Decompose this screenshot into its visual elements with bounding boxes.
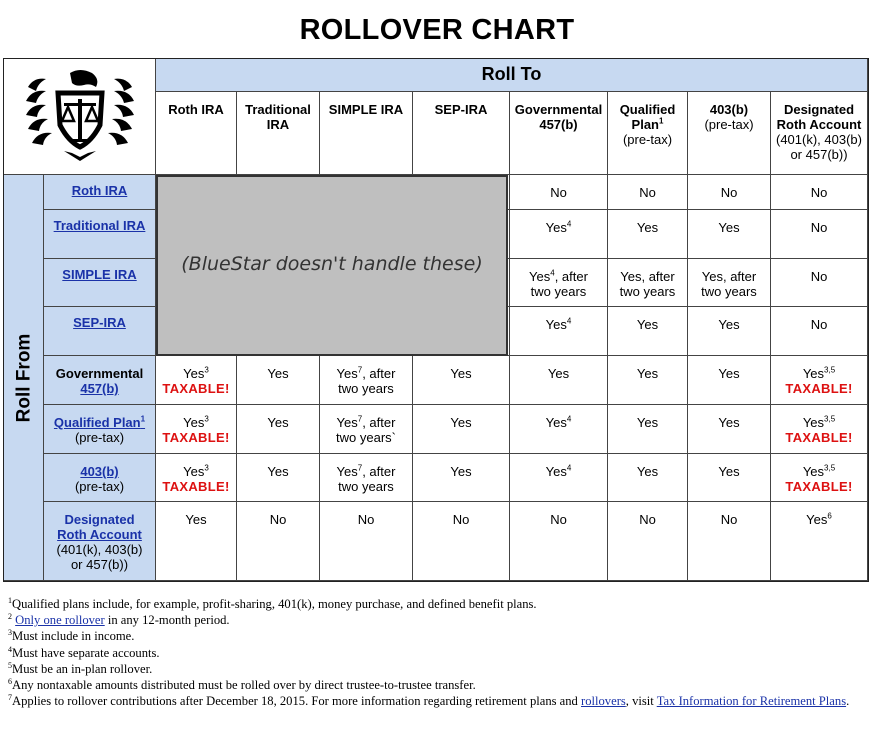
cell-value <box>413 512 509 527</box>
col-header-3 <box>413 92 510 175</box>
row-header-line1 <box>44 366 155 381</box>
footnote-5-text: Must be an in-plan rollover. <box>12 661 153 676</box>
col-header-line2 <box>512 117 605 132</box>
col-header-line2-text: 457(b) <box>539 117 578 132</box>
cell-r0-c7 <box>771 175 868 210</box>
footnote-3: $^3$Must include in income. <box>8 628 135 644</box>
cell-r5-c6 <box>688 405 771 454</box>
col-header-line2 <box>239 117 317 132</box>
footnote-3-text: Must include in income. <box>12 629 135 644</box>
cell-value-text: Yes <box>636 317 659 332</box>
col-header-text <box>688 92 770 132</box>
footnote-5: $^5$Must be an in-plan rollover. <box>8 660 153 676</box>
cell-sup: 6 <box>827 511 832 521</box>
cell-value-text: Yes <box>545 415 567 430</box>
cell-r4-c0 <box>156 356 237 405</box>
cell-value <box>237 366 319 381</box>
row-header-6 <box>44 454 156 502</box>
cell-value <box>320 512 412 527</box>
cell-value <box>237 464 319 479</box>
footnote-7-text-b: , visit <box>625 694 657 709</box>
cell-value <box>510 512 607 527</box>
cell-value-text: No <box>810 185 828 200</box>
row-header-7 <box>44 502 156 581</box>
cell-value-text: Yes <box>450 366 472 381</box>
row-header-line1[interactable] <box>44 218 155 233</box>
cell-value <box>320 366 412 396</box>
cell-value-text: Yes <box>267 415 289 430</box>
col-header-line1: 403(b) <box>709 102 749 117</box>
cell-value-text: Yes <box>545 317 567 332</box>
rollover-table <box>3 58 869 582</box>
cell-r6-c7 <box>771 454 868 502</box>
taxable-flag: TAXABLE! <box>162 381 230 396</box>
col-header-line1: Qualified <box>619 102 676 117</box>
cell-r5-c4 <box>510 405 608 454</box>
cell-r6-c1 <box>237 454 320 502</box>
cell-value-text: No <box>269 512 287 527</box>
cell-sup: 3,5 <box>824 365 836 375</box>
footnote-6-text: Any nontaxable amounts distributed must be rolled over by direct trustee-to-trustee transfer. <box>12 678 476 693</box>
row-header-line1[interactable] <box>44 315 155 330</box>
row-header-line1-text: Designated <box>64 512 135 527</box>
cell-value-text: Yes <box>336 464 358 479</box>
col-header-0 <box>156 92 237 175</box>
cell-r7-c6 <box>688 502 771 581</box>
cell-r2-c7 <box>771 259 868 307</box>
col-header-text <box>771 92 867 162</box>
cell-r7-c3 <box>413 502 510 581</box>
cell-value-text: Yes <box>718 464 740 479</box>
taxable-flag: TAXABLE! <box>785 381 853 396</box>
col-header-7 <box>771 92 868 175</box>
footnotes <box>8 596 868 709</box>
irs-eagle-logo-icon <box>20 67 140 163</box>
cell-value-text: Yes <box>545 220 567 235</box>
cell-value <box>771 415 867 430</box>
cell-value-text: Yes <box>636 464 659 479</box>
cell-value <box>510 415 607 430</box>
cell-sup: 7 <box>357 365 363 375</box>
col-header-2 <box>320 92 413 175</box>
cell-r2-c6 <box>688 259 771 307</box>
cell-value <box>688 512 770 527</box>
cell-value <box>237 512 319 527</box>
cell-value <box>510 317 607 332</box>
cell-r7-c7 <box>771 502 868 581</box>
cell-value <box>771 366 867 381</box>
col-header-line1: Roth IRA <box>168 102 224 117</box>
row-header-line1-text: Traditional IRA <box>53 218 146 233</box>
cell-r2-c5 <box>608 259 688 307</box>
col-header-line1: Designated <box>783 102 855 117</box>
cell-value-text: Yes <box>529 269 551 284</box>
cell-r7-c1 <box>237 502 320 581</box>
row-header-line1-text: Governmental <box>55 366 144 381</box>
col-header-line1: SIMPLE IRA <box>328 102 404 117</box>
cell-value <box>688 185 770 200</box>
footnote-4-text: Must have separate accounts. <box>12 645 160 660</box>
cell-value <box>413 366 509 381</box>
cell-r5-c1 <box>237 405 320 454</box>
rollovers-link[interactable]: rollovers <box>581 694 626 709</box>
cell-value-text: No <box>639 185 656 200</box>
cell-r6-c6 <box>688 454 771 502</box>
cell-value-text: Yes <box>336 366 358 381</box>
cell-r6-c2 <box>320 454 413 502</box>
cell-r4-c6 <box>688 356 771 405</box>
cell-value <box>688 269 770 284</box>
footnote-7-text: Applies to rollover contributions after December 18, 2015. For more information regarding retirement plans and <box>12 694 582 709</box>
cell-value <box>510 269 607 299</box>
cell-value-text: Yes, after <box>701 269 757 284</box>
cell-value <box>510 220 607 235</box>
col-header-text <box>156 92 236 117</box>
cell-r4-c7 <box>771 356 868 405</box>
row-header-1 <box>44 210 156 259</box>
cell-value <box>237 415 319 430</box>
cell-sup: 4 <box>566 316 572 326</box>
cell-value <box>688 366 770 381</box>
cell-r5-c0 <box>156 405 237 454</box>
col-header-line2-text: Plan <box>631 117 659 132</box>
row-header-sub: (401(k), 403(b) or 457(b)) <box>56 542 143 572</box>
cell-r1-c7 <box>771 210 868 259</box>
cell-r7-c0 <box>156 502 237 581</box>
row-header-line1[interactable] <box>44 464 155 479</box>
cell-value-line2: two years <box>619 284 676 299</box>
cell-value <box>771 269 867 284</box>
cell-value-text: Yes <box>806 512 828 527</box>
not-handled-note: (BlueStar doesn't handle these) <box>181 253 483 275</box>
cell-value-text: Yes <box>183 464 205 479</box>
cell-r5-c3 <box>413 405 510 454</box>
cell-r5-c2 <box>320 405 413 454</box>
cell-value-text: Yes <box>450 415 472 430</box>
taxable-flag: TAXABLE! <box>785 479 853 494</box>
cell-value-text: No <box>550 185 567 200</box>
cell-value-text: Yes <box>185 512 207 527</box>
cell-sup: 3 <box>204 414 209 424</box>
col-header-5 <box>608 92 688 175</box>
cell-r3-c4 <box>510 307 608 356</box>
col-header-sub: (pre-tax) <box>704 117 754 132</box>
cell-value-cont: , after two years <box>338 464 396 494</box>
cell-r7-c2 <box>320 502 413 581</box>
row-header-line1[interactable] <box>44 415 155 430</box>
cell-r7-c5 <box>608 502 688 581</box>
col-header-sup: 1 <box>659 116 664 126</box>
cell-value-text: Yes <box>718 366 740 381</box>
cell-r6-c4 <box>510 454 608 502</box>
row-header-line2[interactable]: 457(b) <box>80 381 119 396</box>
cell-value <box>413 464 509 479</box>
cell-value-text: Yes <box>547 366 570 381</box>
cell-value <box>510 185 607 200</box>
cell-sup: 3 <box>204 365 209 375</box>
cell-r0-c5 <box>608 175 688 210</box>
cell-value <box>608 269 687 284</box>
col-header-line2-text: Roth Account <box>776 117 862 132</box>
cell-value <box>688 220 770 235</box>
cell-value <box>608 317 687 332</box>
cell-sup: 3 <box>204 463 209 473</box>
cell-sup: 4 <box>566 463 572 473</box>
footnote-4: $^4$Must have separate accounts. <box>8 644 160 660</box>
cell-r4-c1 <box>237 356 320 405</box>
cell-value <box>608 220 687 235</box>
footnote-1-text: Qualified plans include, for example, profit-sharing, 401(k), money purchase, and defined benefit plans. <box>12 597 537 611</box>
row-header-line1-text: 403(b) <box>80 464 119 479</box>
cell-r1-c5 <box>608 210 688 259</box>
cell-value-text: No <box>639 512 656 527</box>
col-header-text <box>413 92 509 117</box>
col-header-text <box>608 92 687 147</box>
cell-value-text: No <box>720 512 738 527</box>
roll-from-label: Roll From <box>13 333 34 422</box>
cell-value-text: Yes <box>802 366 825 381</box>
cell-sup: 3,5 <box>824 414 836 424</box>
cell-value-text: No <box>452 512 470 527</box>
col-header-sub: (401(k), 403(b) or 457(b)) <box>776 132 862 162</box>
cell-r4-c5 <box>608 356 688 405</box>
footnote-2-text: in any 12-month period. <box>104 613 230 628</box>
cell-sup: 3,5 <box>824 463 836 473</box>
cell-sup: 4 <box>566 414 572 424</box>
cell-value <box>156 366 236 381</box>
col-header-line2 <box>773 117 865 132</box>
cell-value-text: Yes <box>636 220 659 235</box>
col-header-sub: (pre-tax) <box>622 132 673 147</box>
cell-value-line2: two years <box>701 284 757 299</box>
col-header-1 <box>237 92 320 175</box>
row-header-sub: (pre-tax) <box>74 430 125 445</box>
cell-value <box>771 512 867 527</box>
col-header-line1: SEP-IRA <box>434 102 488 117</box>
row-header-line1-text: Roth IRA <box>71 183 128 198</box>
cell-r6-c5 <box>608 454 688 502</box>
footnote-7: $^7$Applies to rollover contributions after December 18, 2015. For more information regarding retirement plans and rollovers, visit Tax Information for Retirement Plans. <box>8 693 850 709</box>
cell-r5-c5 <box>608 405 688 454</box>
col-header-text <box>237 92 319 132</box>
footnote-6: $^6$Any nontaxable amounts distributed must be rolled over by direct trustee-to-trustee transfer. <box>8 676 476 693</box>
cell-value <box>771 220 867 235</box>
cell-value-text: No <box>357 512 375 527</box>
irs-logo-cell <box>4 59 156 175</box>
row-header-sup: 1 <box>140 414 146 424</box>
cell-value <box>688 415 770 430</box>
taxable-flag: TAXABLE! <box>162 479 230 494</box>
row-header-line1[interactable] <box>44 267 155 282</box>
cell-value <box>688 464 770 479</box>
cell-sup: 7 <box>357 414 363 424</box>
cell-r4-c2 <box>320 356 413 405</box>
cell-value <box>510 464 607 479</box>
cell-value <box>608 366 687 381</box>
row-header-line1-text: SIMPLE IRA <box>62 267 137 282</box>
cell-value-cont: , after two years` <box>336 415 396 445</box>
cell-value-text: No <box>550 512 567 527</box>
cell-value <box>688 317 770 332</box>
cell-value-text: No <box>720 185 738 200</box>
cell-value-text: No <box>810 220 828 235</box>
footnote-2: $^2$ Only one rollover in any 12-month period. <box>8 612 230 628</box>
roll-to-label: Roll To <box>481 64 542 84</box>
cell-sup: 4 <box>566 219 572 229</box>
cell-r1-c6 <box>688 210 771 259</box>
cell-sup: 7 <box>357 463 363 473</box>
cell-sup: 4 <box>550 268 555 278</box>
cell-r2-c4 <box>510 259 608 307</box>
row-header-2 <box>44 259 156 307</box>
cell-value-cont: , after two years <box>530 269 588 299</box>
cell-value-text: Yes <box>183 415 205 430</box>
cell-value-text: Yes <box>718 415 740 430</box>
cell-value <box>771 464 867 479</box>
col-header-line2-text: IRA <box>266 117 290 132</box>
col-header-text <box>510 92 607 132</box>
cell-value-text: Yes <box>636 366 659 381</box>
cell-r3-c5 <box>608 307 688 356</box>
cell-value <box>608 464 687 479</box>
cell-value-text: No <box>810 317 828 332</box>
cell-r4-c3 <box>413 356 510 405</box>
row-header-0 <box>44 175 156 210</box>
cell-value-text: No <box>810 269 828 284</box>
row-header-line2[interactable]: Roth Account <box>57 527 142 542</box>
row-header-line1 <box>44 512 155 527</box>
footnote-7-text-c: . <box>846 694 850 709</box>
row-header-3 <box>44 307 156 356</box>
col-header-line2 <box>610 117 685 132</box>
cell-value <box>608 185 687 200</box>
cell-r4-c4 <box>510 356 608 405</box>
only-one-rollover-link[interactable]: Only one rollover <box>15 613 105 628</box>
cell-value-text: Yes <box>336 415 358 430</box>
roll-to-header <box>156 59 868 92</box>
row-header-4 <box>44 356 156 405</box>
col-header-6 <box>688 92 771 175</box>
cell-r5-c7 <box>771 405 868 454</box>
cell-r1-c4 <box>510 210 608 259</box>
cell-r0-c6 <box>688 175 771 210</box>
cell-value-text: Yes <box>718 220 740 235</box>
cell-value-cont: , after two years <box>338 366 396 396</box>
col-header-line1: Traditional <box>245 102 311 117</box>
cell-value <box>413 415 509 430</box>
col-header-line1: Governmental <box>514 102 603 117</box>
cell-value-text: Yes <box>450 464 472 479</box>
taxable-flag: TAXABLE! <box>162 430 230 445</box>
cell-value <box>320 464 412 494</box>
row-header-line1-text: SEP-IRA <box>73 315 126 330</box>
cell-value-text: Yes <box>267 464 289 479</box>
cell-r6-c0 <box>156 454 237 502</box>
cell-r7-c4 <box>510 502 608 581</box>
cell-r3-c7 <box>771 307 868 356</box>
cell-value-text: Yes <box>802 464 825 479</box>
cell-value <box>771 185 867 200</box>
cell-r6-c3 <box>413 454 510 502</box>
page-title: ROLLOVER CHART <box>299 14 575 46</box>
cell-value <box>156 512 236 527</box>
col-header-text <box>320 92 412 117</box>
cell-value-text: Yes <box>636 415 659 430</box>
roll-from-header <box>4 175 44 581</box>
cell-value-text: Yes <box>267 366 289 381</box>
cell-value-text: Yes, after <box>620 269 675 284</box>
cell-value-text: Yes <box>183 366 205 381</box>
row-header-line1[interactable] <box>44 183 155 198</box>
tax-information-link[interactable]: Tax Information for Retirement Plans <box>656 694 847 709</box>
cell-r0-c4 <box>510 175 608 210</box>
cell-r3-c6 <box>688 307 771 356</box>
taxable-flag: TAXABLE! <box>785 430 853 445</box>
cell-value-text: Yes <box>802 415 825 430</box>
footnote-1: $^1$Qualified plans include, for example, profit-sharing, 401(k), money purchase, and defined benefit plans. <box>8 595 537 611</box>
cell-value-text: Yes <box>545 464 567 479</box>
cell-value <box>320 415 412 445</box>
row-header-5 <box>44 405 156 454</box>
cell-value <box>510 366 607 381</box>
cell-value <box>608 415 687 430</box>
cell-value <box>608 512 687 527</box>
cell-value <box>156 464 236 479</box>
row-header-line1-text: Qualified Plan <box>53 415 141 430</box>
col-header-4 <box>510 92 608 175</box>
cell-value <box>156 415 236 430</box>
row-header-sub: (pre-tax) <box>74 479 125 494</box>
not-handled-region <box>156 175 508 356</box>
cell-value-text: Yes <box>718 317 740 332</box>
cell-value <box>771 317 867 332</box>
